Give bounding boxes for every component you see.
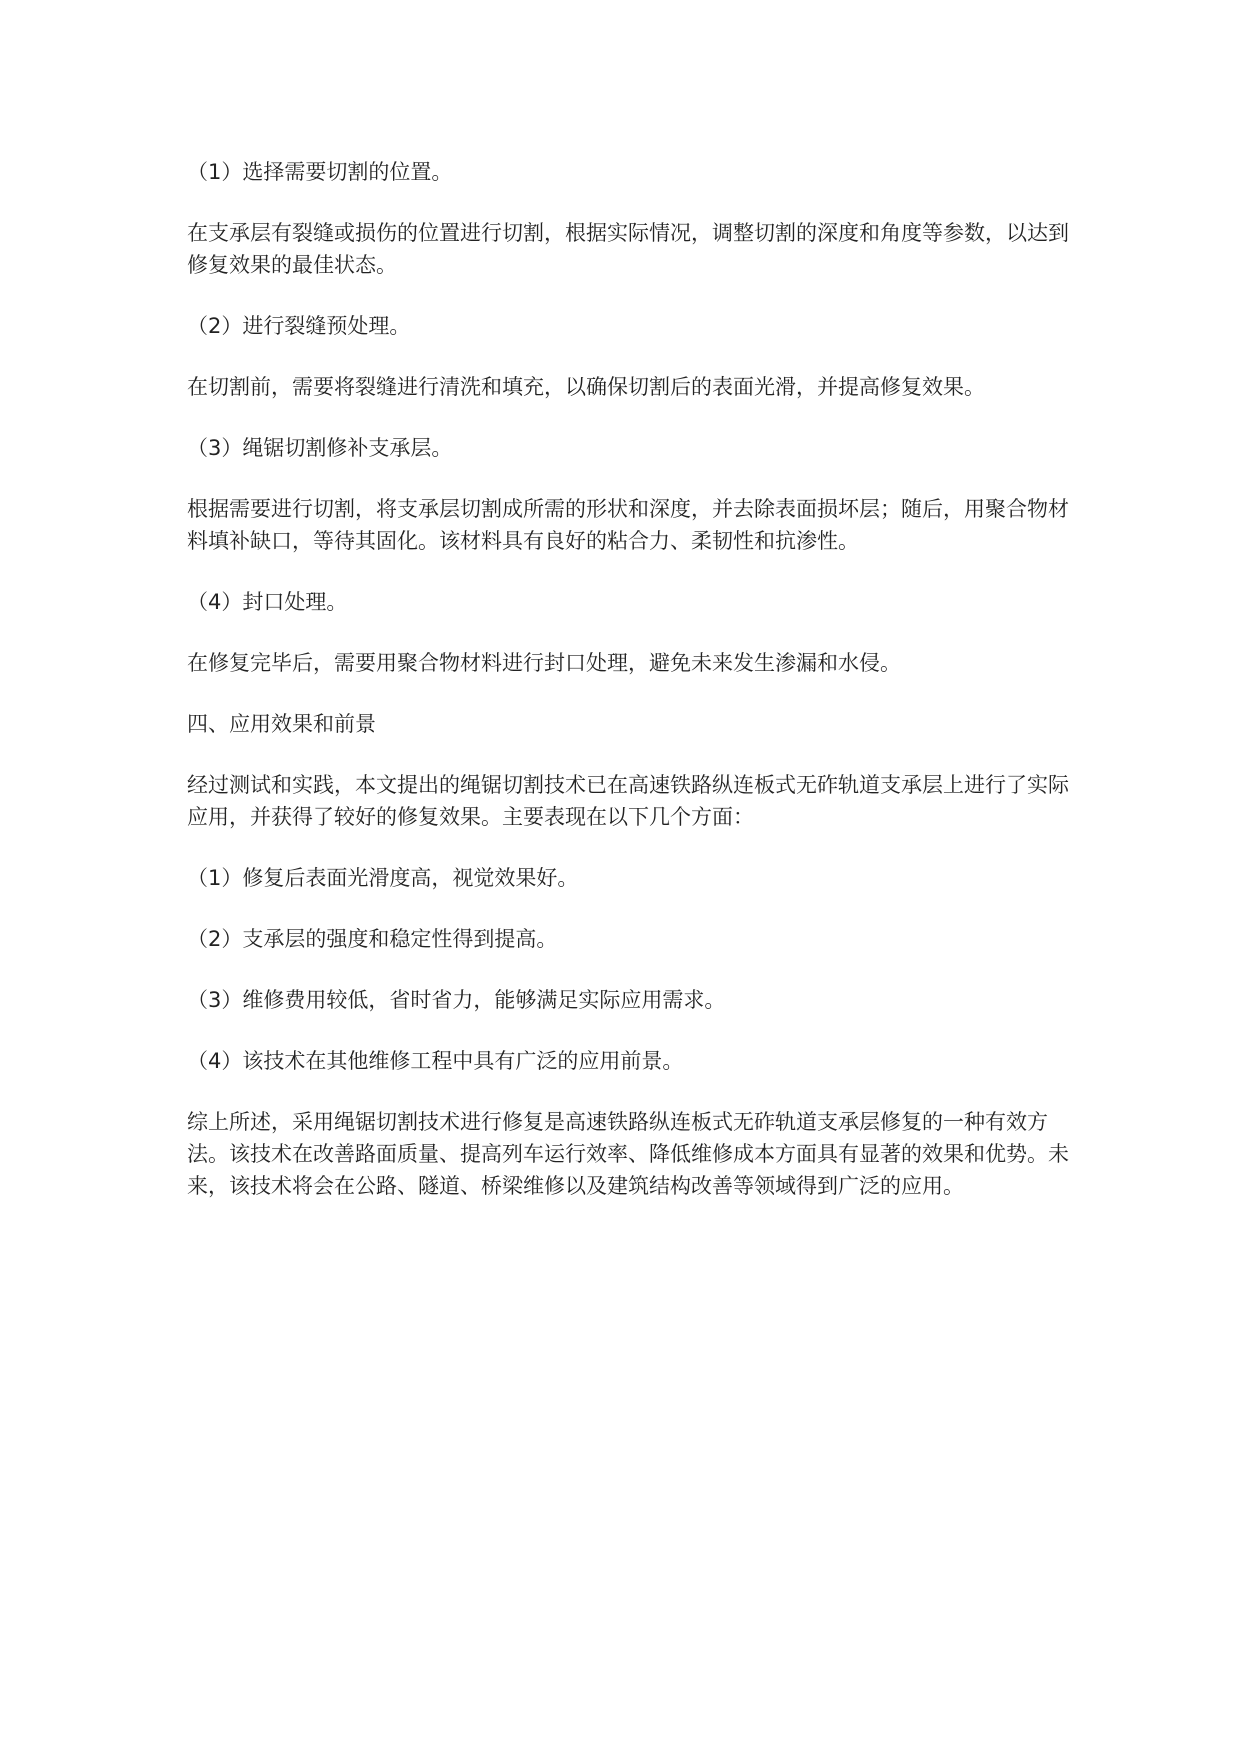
section-heading-4: 四、应用效果和前景 <box>187 712 376 736</box>
step-2-title: （2）进行裂缝预处理。 <box>187 314 411 338</box>
conclusion: 综上所述，采用绳锯切割技术进行修复是高速铁路纵连板式无砟轨道支承层修复的一种有效方法。该技术在改善路面质量、提高列车运行效率、降低维修成本方面具有显著的效果和优势。未来，该技术将会在公路、隧道、桥梁维修以及建筑结构改善等领域得到广泛的应用。 <box>187 1110 1069 1198</box>
effect-2: （2）支承层的强度和稳定性得到提高。 <box>187 927 558 951</box>
document-body <box>187 156 1072 1231</box>
step-3-title: （3）绳锯切割修补支承层。 <box>187 436 453 460</box>
step-2-description: 在切割前，需要将裂缝进行清洗和填充，以确保切割后的表面光滑，并提高修复效果。 <box>187 375 985 399</box>
effect-1: （1）修复后表面光滑度高，视觉效果好。 <box>187 866 579 890</box>
effect-4: （4）该技术在其他维修工程中具有广泛的应用前景。 <box>187 1049 684 1073</box>
application-intro: 经过测试和实践，本文提出的绳锯切割技术已在高速铁路纵连板式无砟轨道支承层上进行了实际应用，并获得了较好的修复效果。主要表现在以下几个方面： <box>187 773 1069 829</box>
effect-3: （3）维修费用较低，省时省力，能够满足实际应用需求。 <box>187 988 726 1012</box>
step-1-description: 在支承层有裂缝或损伤的位置进行切割，根据实际情况，调整切割的深度和角度等参数，以达到修复效果的最佳状态。 <box>187 221 1069 277</box>
step-3-description: 根据需要进行切割，将支承层切割成所需的形状和深度，并去除表面损坏层；随后，用聚合物材料填补缺口，等待其固化。该材料具有良好的粘合力、柔韧性和抗渗性。 <box>187 497 1069 553</box>
step-1-title: （1）选择需要切割的位置。 <box>187 160 453 184</box>
step-4-title: （4）封口处理。 <box>187 590 348 614</box>
step-4-description: 在修复完毕后，需要用聚合物材料进行封口处理，避免未来发生渗漏和水侵。 <box>187 651 901 675</box>
